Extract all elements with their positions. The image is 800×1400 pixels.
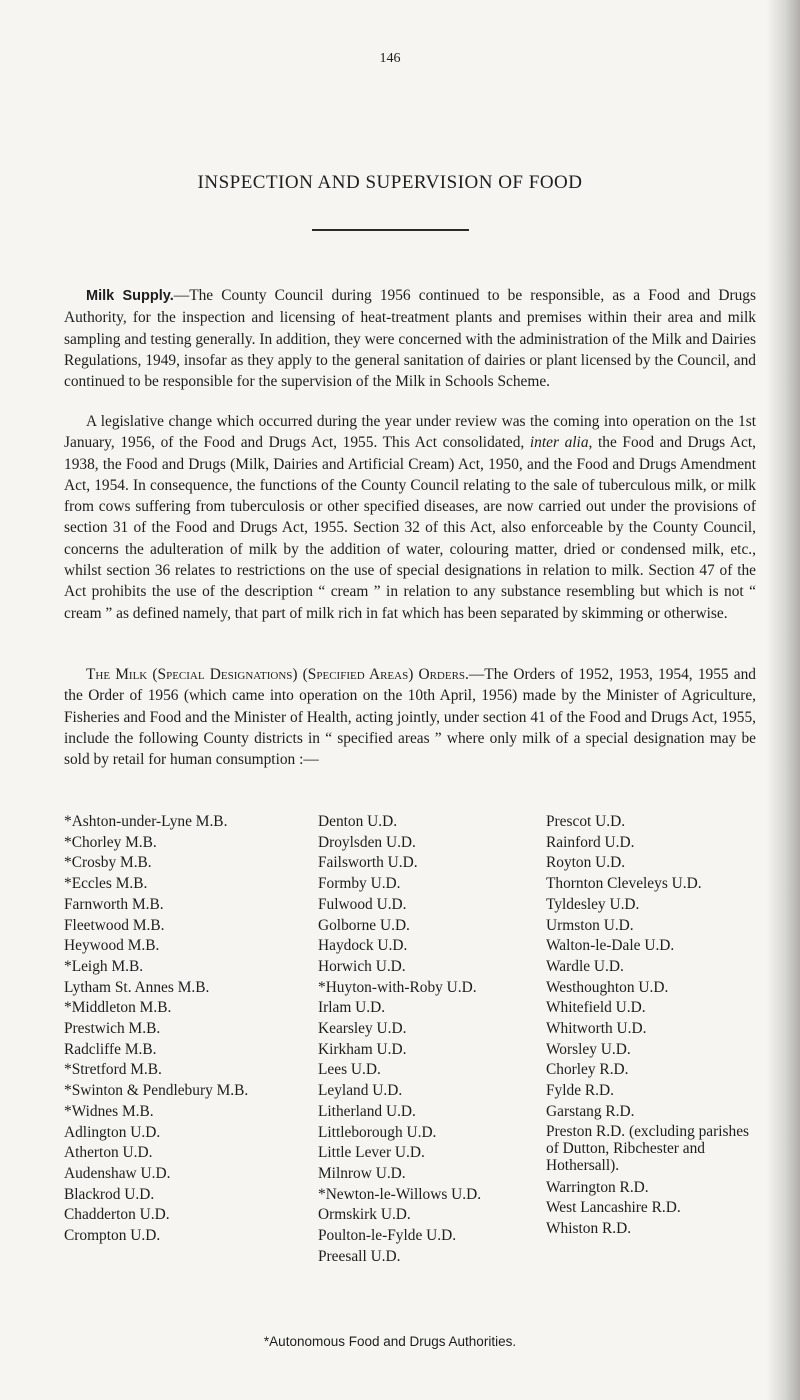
district-item: Failsworth U.D. bbox=[318, 854, 418, 872]
district-item: *Huyton-with-Roby U.D. bbox=[318, 978, 477, 996]
footnote: *Autonomous Food and Drugs Authorities. bbox=[263, 1334, 517, 1349]
title-divider bbox=[312, 229, 469, 231]
district-item: *Widnes M.B. bbox=[64, 1102, 154, 1120]
district-item: Chorley R.D. bbox=[546, 1061, 629, 1079]
milk-supply-text: —The County Council during 1956 continued to be responsible, as a Food and Drugs Authority, for the inspection and licensing of heat-treatment plants and premises within their area and milk sampling and testing generally. In addition, they were concerned with the administration of the Milk and Dairies Regulations, 1949, insofar as they apply to the general sanitation of dairies or plant licensed by the Council, and continued to be responsible for the supervision of the Milk in Schools Scheme. bbox=[64, 287, 756, 391]
district-item: Warrington R.D. bbox=[546, 1178, 649, 1196]
district-list-column-1 bbox=[64, 812, 289, 1247]
milk-supply-heading: Milk Supply. bbox=[86, 288, 174, 304]
paragraph-milk-supply bbox=[64, 285, 756, 392]
district-item: West Lancashire R.D. bbox=[546, 1199, 681, 1217]
district-item: Thornton Cleveleys U.D. bbox=[546, 875, 702, 893]
district-item: Whitworth U.D. bbox=[546, 1020, 647, 1038]
district-item: Littleborough U.D. bbox=[318, 1123, 437, 1141]
district-item: Fulwood U.D. bbox=[318, 895, 407, 913]
district-item: Heywood M.B. bbox=[64, 937, 160, 955]
district-item: *Newton-le-Willows U.D. bbox=[318, 1185, 482, 1203]
district-item: Blackrod U.D. bbox=[64, 1185, 155, 1203]
district-item: Farnworth M.B. bbox=[64, 895, 164, 913]
district-item: Litherland U.D. bbox=[318, 1102, 416, 1120]
district-item: Chadderton U.D. bbox=[64, 1206, 170, 1224]
district-item: Wardle U.D. bbox=[546, 957, 624, 975]
district-item: Whitefield U.D. bbox=[546, 999, 646, 1017]
district-item: Fleetwood M.B. bbox=[64, 916, 165, 934]
district-item: Garstang R.D. bbox=[546, 1102, 635, 1120]
district-item: *Leigh M.B. bbox=[64, 957, 144, 975]
district-item: Preesall U.D. bbox=[318, 1247, 401, 1265]
district-item: Haydock U.D. bbox=[318, 937, 408, 955]
district-item: Adlington U.D. bbox=[64, 1123, 161, 1141]
district-item: Audenshaw U.D. bbox=[64, 1164, 171, 1182]
district-item: Kearsley U.D. bbox=[318, 1020, 407, 1038]
district-item: Walton-le-Dale U.D. bbox=[546, 937, 675, 955]
district-item: *Stretford M.B. bbox=[64, 1061, 162, 1079]
district-list-column-3 bbox=[546, 812, 761, 1240]
district-item: Milnrow U.D. bbox=[318, 1164, 406, 1182]
district-item: *Crosby M.B. bbox=[64, 854, 152, 872]
district-item: *Middleton M.B. bbox=[64, 999, 172, 1017]
district-item: *Swinton & Pendlebury M.B. bbox=[64, 1082, 249, 1100]
district-item: Urmston U.D. bbox=[546, 916, 634, 934]
district-list-column-2 bbox=[318, 812, 548, 1267]
district-item: Whiston R.D. bbox=[546, 1219, 632, 1237]
district-item: Atherton U.D. bbox=[64, 1144, 153, 1162]
district-item: Rainford U.D. bbox=[546, 833, 635, 851]
district-item: Radcliffe M.B. bbox=[64, 1040, 157, 1058]
district-item: Irlam U.D. bbox=[318, 999, 386, 1017]
district-item: Little Lever U.D. bbox=[318, 1144, 425, 1162]
district-item: *Chorley M.B. bbox=[64, 833, 157, 851]
district-item: Prestwich M.B. bbox=[64, 1020, 161, 1038]
district-item: Crompton U.D. bbox=[64, 1227, 161, 1245]
district-item: Kirkham U.D. bbox=[318, 1040, 407, 1058]
district-item: Prescot U.D. bbox=[546, 813, 626, 830]
district-item: Horwich U.D. bbox=[318, 957, 406, 975]
district-item: Westhoughton U.D. bbox=[546, 978, 669, 996]
district-item: Lees U.D. bbox=[318, 1061, 381, 1079]
district-item: Worsley U.D. bbox=[546, 1040, 631, 1058]
district-item: Lytham St. Annes M.B. bbox=[64, 978, 210, 996]
legislative-italic: inter alia, bbox=[529, 434, 593, 452]
district-item: Formby U.D. bbox=[318, 875, 401, 893]
paragraph-legislative-change bbox=[64, 411, 756, 624]
district-item: Royton U.D. bbox=[546, 854, 626, 872]
page-title: INSPECTION AND SUPERVISION OF FOOD bbox=[197, 172, 583, 193]
legislative-text-a: A legislative change which occurred during the year under review was the coming into operation on the 1st January, 1956, of the Food and Drugs Act, 1955. This Act consolidated, bbox=[64, 413, 756, 452]
district-item: Ormskirk U.D. bbox=[318, 1206, 411, 1224]
paragraph-specified-areas-orders bbox=[64, 664, 756, 770]
orders-text: —The Orders of 1952, 1953, 1954, 1955 and the Order of 1956 (which came into operation on the 10th April, 1956) made by the Minister of Agriculture, Fisheries and Food and the Minister of Health, acting jointly, under section 41 of the Food and Drugs Act, 1955, include the following County districts in “ specified areas ” where only milk of a special designation may be sold by retail for human consumption :— bbox=[64, 666, 756, 769]
district-item: Poulton-le-Fylde U.D. bbox=[318, 1227, 457, 1245]
orders-heading: The Milk (Special Designations) (Specified Areas) Orders. bbox=[86, 666, 469, 683]
district-item: Droylsden U.D. bbox=[318, 833, 416, 851]
district-item: Leyland U.D. bbox=[318, 1082, 403, 1100]
district-item: *Ashton-under-Lyne M.B. bbox=[64, 813, 228, 830]
district-item: Preston R.D. (excluding parishes of Dutton, Ribchester and Hothersall). bbox=[546, 1122, 750, 1174]
page-edge-shadow bbox=[766, 0, 800, 1400]
district-item: Tyldesley U.D. bbox=[546, 895, 640, 913]
page-number: 146 bbox=[379, 51, 401, 66]
district-item: Golborne U.D. bbox=[318, 916, 410, 934]
district-item: Fylde R.D. bbox=[546, 1082, 614, 1100]
legislative-text-b: the Food and Drugs Act, 1938, the Food and Drugs (Milk, Dairies and Artificial Cream) Act, 1950, and the Food and Drugs Amendment Act, 1954. In consequence, the functions of the County Council relating to the sale of tuberculous milk, or milk from cows suffering from tuberculosis or other specified diseases, are now carried out under the provisions of section 31 of the Food and Drugs Act, 1955. Section 32 of this Act, also enforceable by the County Council, concerns the adulteration of milk by the addition of water, colouring matter, dried or condensed milk, etc., whilst section 36 relates to restrictions on the use of special designations in relation to milk. Section 47 of the Act prohibits the use of the description “ cream ” in relation to any substance resembling but which is not “ cream ” as defined namely, that part of milk rich in fat which has been separated by skimming or otherwise. bbox=[64, 434, 756, 622]
district-item: Denton U.D. bbox=[318, 813, 398, 830]
district-item: *Eccles M.B. bbox=[64, 875, 148, 893]
